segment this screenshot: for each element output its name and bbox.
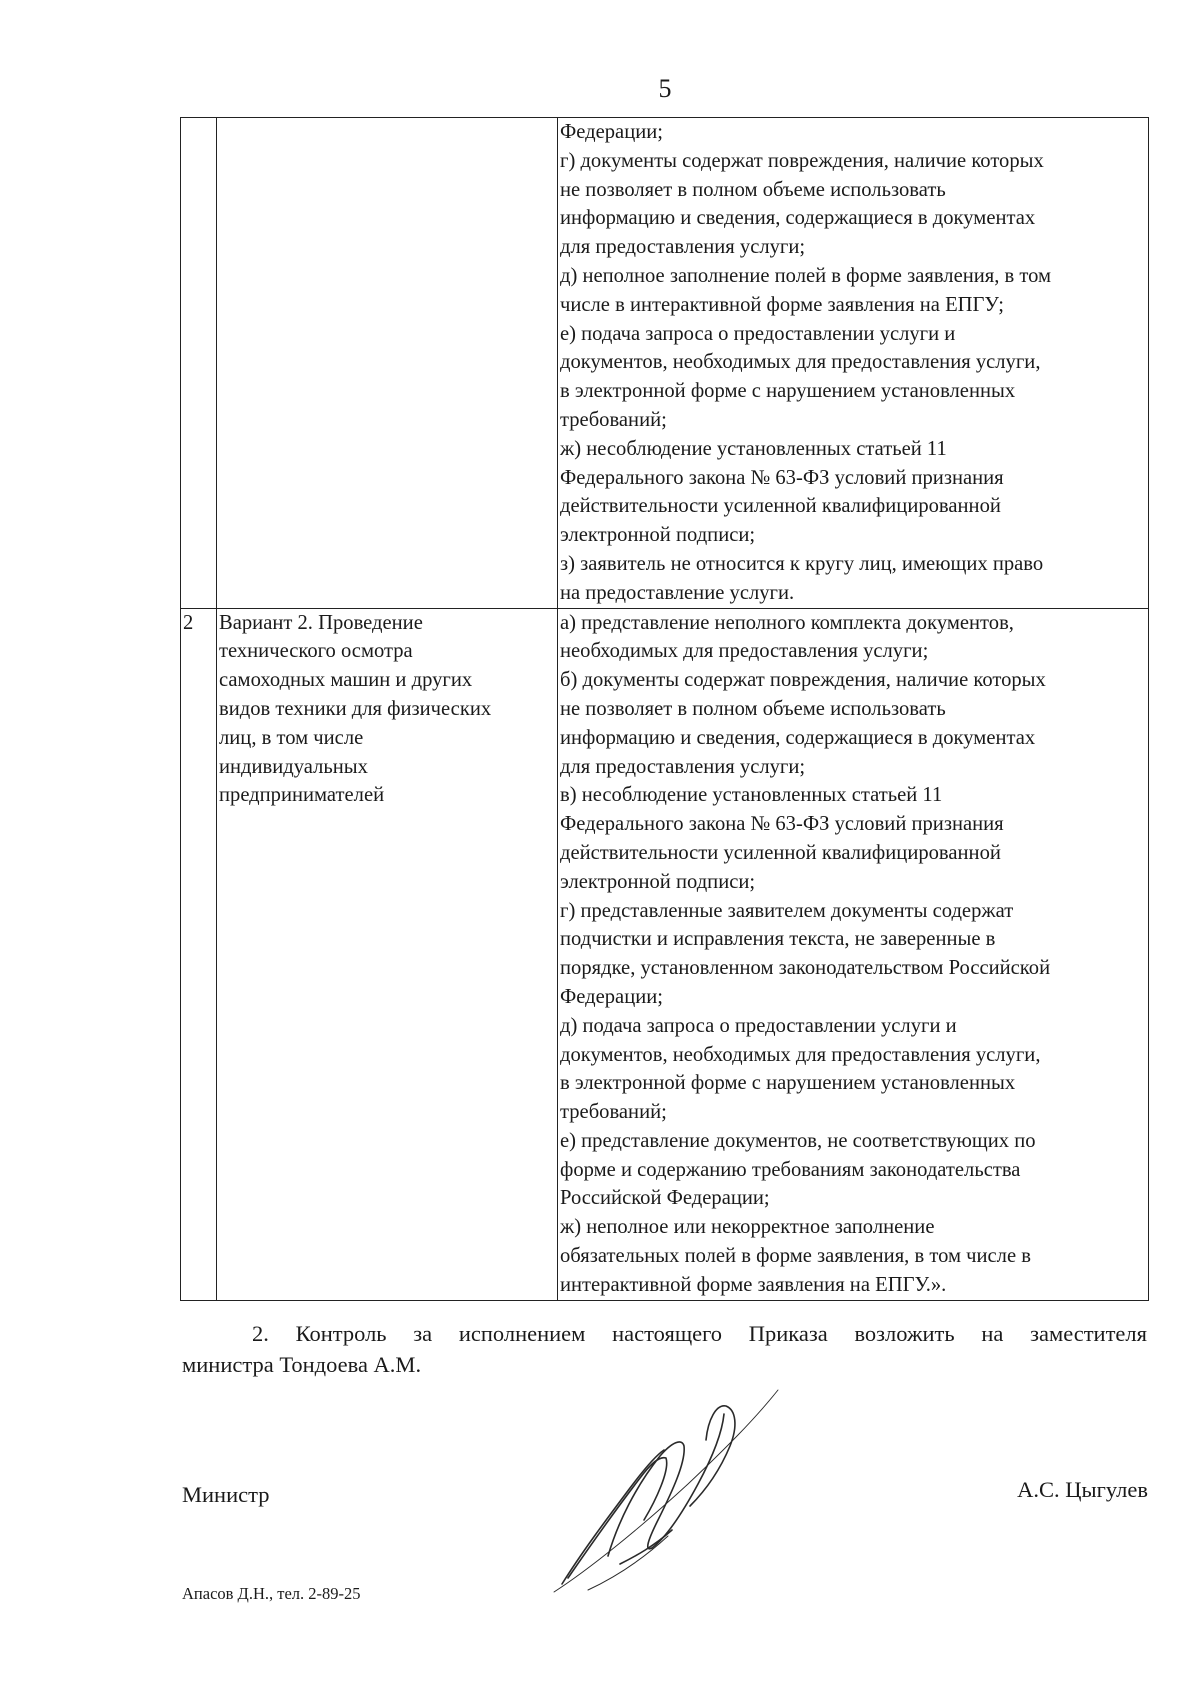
grounds-line: электронной подписи;: [560, 870, 756, 893]
table-row: [181, 118, 1149, 609]
grounds-line: числе в интерактивной форме заявления на ЕПГУ;: [560, 293, 1004, 316]
grounds-line: документов, необходимых для предоставления услуги,: [560, 1043, 1041, 1066]
grounds-line: д) неполное заполнение полей в форме заявления, в том: [560, 264, 1052, 287]
grounds-line: для предоставления услуги;: [560, 755, 806, 778]
grounds-line: е) представление документов, не соответствующих по: [560, 1129, 1036, 1152]
grounds-cell: [558, 608, 1149, 1300]
signatory-title: Министр: [182, 1482, 270, 1507]
grounds-line: не позволяет в полном объеме использовать: [560, 697, 946, 720]
grounds-line: ж) несоблюдение установленных статьей 11: [560, 437, 947, 460]
grounds-line: е) подача запроса о предоставлении услуги и: [560, 322, 956, 345]
variant-line: самоходных машин и других: [219, 669, 473, 692]
grounds-line: з) заявитель не относится к кругу лиц, имеющих право: [560, 552, 1044, 575]
grounds-line: Федерального закона № 63-ФЗ условий признания: [560, 466, 1004, 489]
grounds-line: г) документы содержат повреждения, наличие которых: [560, 149, 1044, 172]
grounds-line: информацию и сведения, содержащиеся в документах: [560, 726, 1036, 749]
control-paragraph: [182, 1318, 1147, 1380]
grounds-line: не позволяет в полном объеме использовать: [560, 178, 946, 201]
grounds-line: Федерации;: [560, 985, 663, 1008]
grounds-line: а) представление неполного комплекта документов,: [560, 611, 1014, 634]
grounds-line: в электронной форме с нарушением установленных: [560, 1072, 1016, 1095]
control-paragraph-line: министра Тондоева А.М.: [182, 1352, 422, 1377]
grounds-line: д) подача запроса о предоставлении услуги и: [560, 1014, 957, 1037]
row-number-cell: [181, 118, 217, 609]
grounds-line: ж) неполное или некорректное заполнение: [560, 1216, 935, 1239]
variant-line: лиц, в том числе: [219, 726, 364, 749]
variant-line: Вариант 2. Проведение: [219, 611, 423, 634]
grounds-line: электронной подписи;: [560, 524, 756, 547]
table-row: [181, 608, 1149, 1300]
variant-line: предпринимателей: [219, 784, 385, 807]
grounds-line: в) несоблюдение установленных статьей 11: [560, 784, 943, 807]
grounds-line: для предоставления услуги;: [560, 236, 806, 259]
grounds-line: б) документы содержат повреждения, наличие которых: [560, 669, 1046, 692]
page-number: 5: [658, 74, 672, 103]
executor-contact: Апасов Д.Н., тел. 2-89-25: [182, 1584, 361, 1603]
grounds-line: Федерального закона № 63-ФЗ условий признания: [560, 813, 1004, 836]
grounds-line: документов, необходимых для предоставления услуги,: [560, 351, 1041, 374]
grounds-line: Российской Федерации;: [560, 1187, 770, 1210]
grounds-line: интерактивной форме заявления на ЕПГУ.».: [560, 1273, 947, 1296]
grounds-line: требований;: [560, 408, 667, 431]
variant-line: технического осмотра: [219, 640, 413, 663]
grounds-line: необходимых для предоставления услуги;: [560, 640, 929, 663]
grounds-line: на предоставление услуги.: [560, 581, 795, 604]
signatory-name: А.С. Цыгулев: [1017, 1477, 1148, 1502]
variant-cell: [217, 608, 558, 1300]
grounds-line: форме и содержанию требованиям законодательства: [560, 1158, 1021, 1181]
variant-line: индивидуальных: [219, 755, 368, 778]
variant-line: видов техники для физических: [219, 697, 492, 720]
requirements-table: [180, 117, 1149, 1301]
grounds-line: действительности усиленной квалифицированной: [560, 841, 1001, 864]
grounds-line: порядке, установленном законодательством Российской: [560, 957, 1051, 980]
grounds-line: подчистки и исправления текста, не заверенные в: [560, 928, 996, 951]
variant-cell: [217, 118, 558, 609]
grounds-line: обязательных полей в форме заявления, в том числе в: [560, 1245, 1031, 1268]
grounds-line: действительности усиленной квалифицированной: [560, 495, 1001, 518]
row-number-cell: 2: [181, 608, 217, 1300]
grounds-line: Федерации;: [560, 121, 663, 143]
control-paragraph-line: 2. Контроль за исполнением настоящего Приказа возложить на заместителя: [252, 1321, 1147, 1346]
grounds-line: г) представленные заявителем документы содержат: [560, 899, 1014, 922]
grounds-line: в электронной форме с нарушением установленных: [560, 380, 1016, 403]
handwritten-signature: [548, 1380, 788, 1600]
grounds-line: информацию и сведения, содержащиеся в документах: [560, 207, 1036, 230]
grounds-cell: [558, 118, 1149, 609]
grounds-line: требований;: [560, 1101, 667, 1124]
